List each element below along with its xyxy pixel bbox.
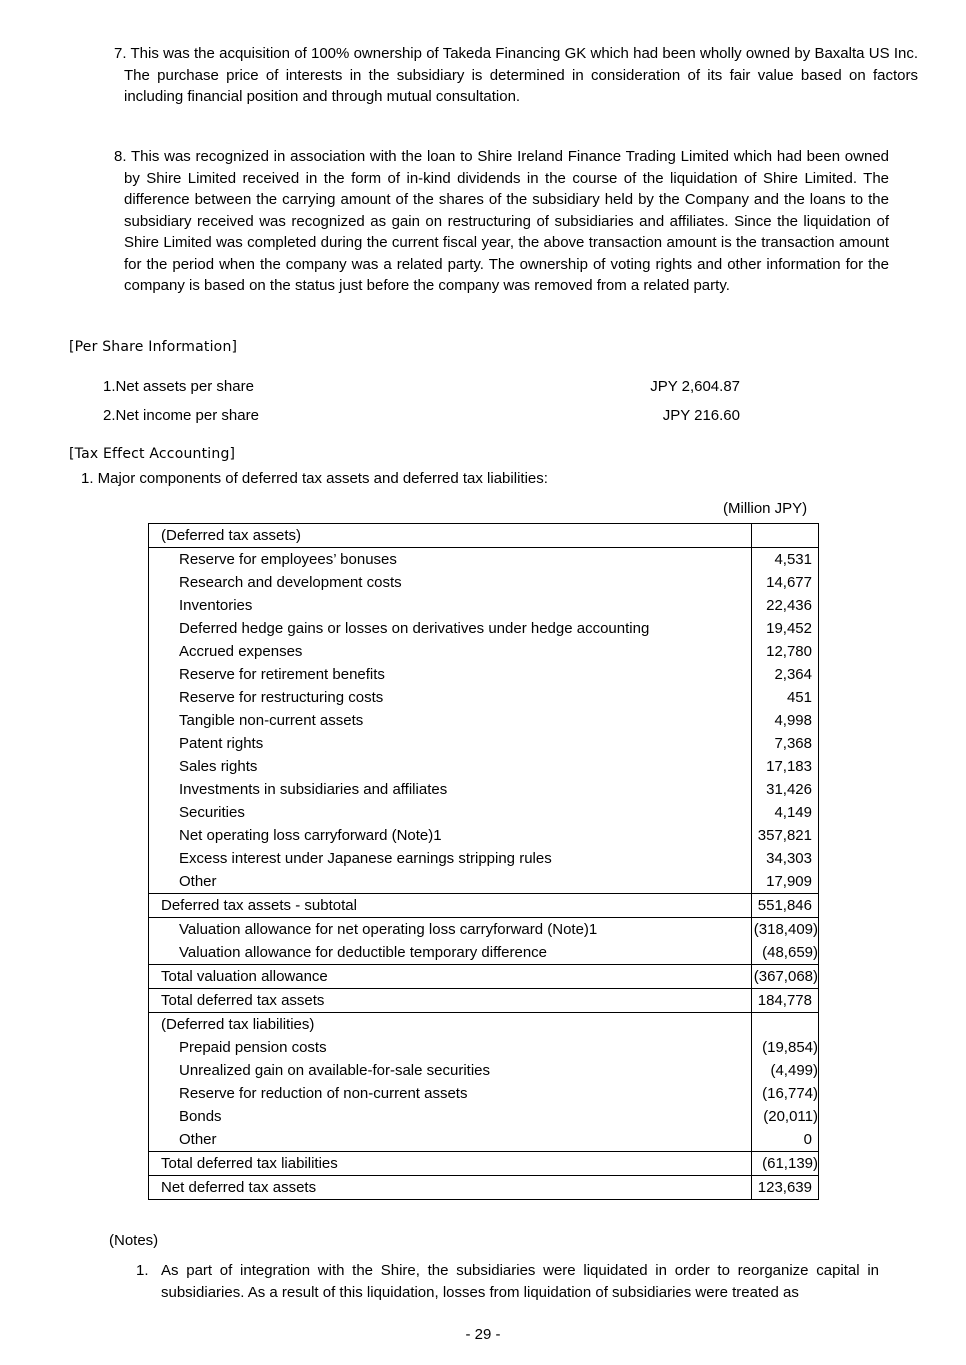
total-assets-row: Total deferred tax assets 184,778 — [149, 989, 819, 1013]
table-row: Prepaid pension costs (19,854) — [149, 1036, 819, 1059]
table-row: Reserve for retirement benefits 2,364 — [149, 663, 819, 686]
table-row: Other 17,909 — [149, 870, 819, 894]
net-assets-per-share-value: JPY 2,604.87 — [650, 378, 740, 395]
table-row: Patent rights 7,368 — [149, 732, 819, 755]
per-share-title: [Per Share Information] — [69, 339, 238, 355]
table-row: Reserve for employees’ bonuses 4,531 — [149, 548, 819, 572]
deferred-tax-table — [148, 523, 819, 1200]
table-row: Valuation allowance for net operating loss carryforward (Note)1 (318,409) — [149, 918, 819, 942]
tax-effect-title: [Tax Effect Accounting] — [69, 446, 236, 462]
total-liabilities-row: Total deferred tax liabilities (61,139) — [149, 1152, 819, 1176]
unit-label: (Million JPY) — [723, 500, 808, 517]
liabilities-header: (Deferred tax liabilities) — [149, 1013, 752, 1037]
total-allowance-row: Total valuation allowance (367,068) — [149, 965, 819, 989]
table-row: Sales rights 17,183 — [149, 755, 819, 778]
table-row: Investments in subsidiaries and affiliates 31,426 — [149, 778, 819, 801]
table-row: Bonds (20,011) — [149, 1105, 819, 1128]
liabilities-header-row — [149, 1013, 819, 1037]
tax-effect-subtitle: 1. Major components of deferred tax assets and deferred tax liabilities: — [81, 470, 548, 487]
net-income-per-share-label: 2.Net income per share — [103, 407, 259, 424]
note-bottom-1-number: 1. — [136, 1262, 149, 1279]
notes-title: (Notes) — [109, 1232, 159, 1249]
table-row: Reserve for restructuring costs 451 — [149, 686, 819, 709]
note-7-number: 7. — [114, 45, 127, 62]
table-row: Other 0 — [149, 1128, 819, 1152]
note-bottom-1 — [136, 1260, 879, 1303]
table-row: Tangible non-current assets 4,998 — [149, 709, 819, 732]
table-row: Deferred hedge gains or losses on derivatives under hedge accounting 19,452 — [149, 617, 819, 640]
net-income-per-share-value: JPY 216.60 — [662, 407, 740, 424]
note-8-text: This was recognized in association with the loan to Shire Ireland Finance Trading Limited which had been owned by Shire Limited received in the form of in-kind dividends in the course of the liquidation of Shire Limited. The difference between the carrying amount of the shares of the subsidiary held by the Company and the loans to the subsidiary received was recognized as gain on restructuring of subsidiaries and affiliates. Since the liquidation of Shire Limited was completed during the current fiscal year, the above transaction amount is the transaction amount for the period when the company was a related party. The ownership of voting rights and other information for the company is based on the status just before the company was removed from a related party. — [124, 148, 889, 294]
assets-header: (Deferred tax assets) — [149, 524, 752, 548]
note-8-number: 8. — [114, 148, 127, 165]
table-row: Reserve for reduction of non-current assets (16,774) — [149, 1082, 819, 1105]
table-row: Inventories 22,436 — [149, 594, 819, 617]
note-8 — [114, 146, 889, 297]
page-number: - 29 - — [465, 1326, 501, 1343]
assets-header-row — [149, 524, 819, 548]
subtotal-row: Deferred tax assets - subtotal 551,846 — [149, 894, 819, 918]
net-assets-per-share-label: 1.Net assets per share — [103, 378, 254, 395]
table-row: Accrued expenses 12,780 — [149, 640, 819, 663]
table-row: Net operating loss carryforward (Note)1 357,821 — [149, 824, 819, 847]
net-assets-row: Net deferred tax assets 123,639 — [149, 1176, 819, 1200]
table-row: Unrealized gain on available-for-sale securities (4,499) — [149, 1059, 819, 1082]
note-bottom-1-text: As part of integration with the Shire, the subsidiaries were liquidated in order to reorganize capital in subsidiaries. As a result of this liquidation, losses from liquidation of subsidiaries were treated as — [161, 1262, 879, 1301]
table-row: Valuation allowance for deductible temporary difference (48,659) — [149, 941, 819, 965]
table-row: Excess interest under Japanese earnings stripping rules 34,303 — [149, 847, 819, 870]
note-7-text: This was the acquisition of 100% ownership of Takeda Financing GK which had been wholly owned by Baxalta US Inc. The purchase price of interests in the subsidiary is determined in consideration of its fair value based on factors including financial position and through mutual consultation. — [124, 45, 918, 105]
table-row: Securities 4,149 — [149, 801, 819, 824]
table-row: Research and development costs 14,677 — [149, 571, 819, 594]
note-7 — [114, 43, 918, 108]
